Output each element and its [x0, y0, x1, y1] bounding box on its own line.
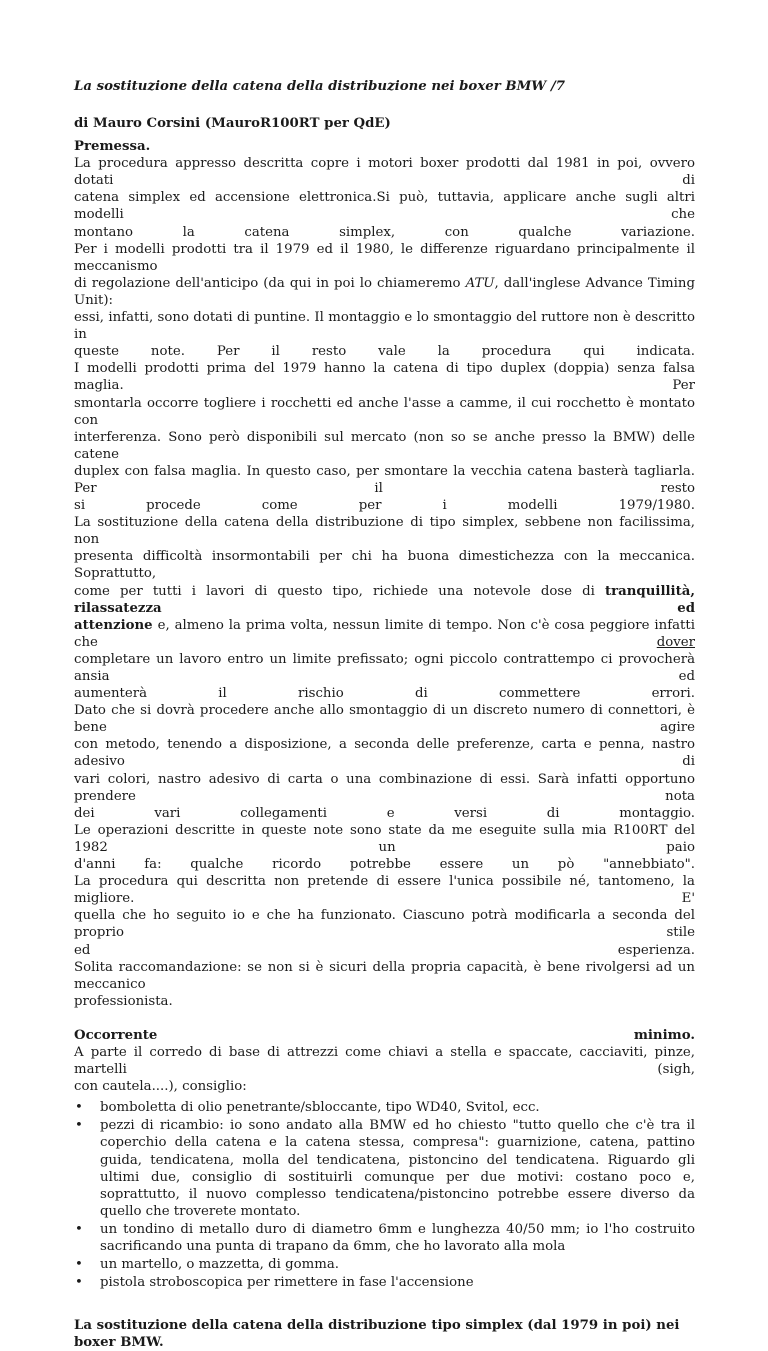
- document-title: La sostituzione della catena della distribuzione nei boxer BMW /7: [74, 79, 565, 94]
- text-span: come per tutti i lavori di questo tipo, richiede una notevole dose di: [74, 583, 605, 599]
- text-line-atu: [74, 275, 695, 309]
- text-line-attenzione: [74, 617, 695, 651]
- text-line: dei vari collegamenti e versi di montaggio.: [74, 805, 695, 821]
- text-line: con metodo, tenendo a disposizione, a seconda delle preferenze, carta e penna, nastro adesivo di: [74, 737, 695, 770]
- text-line: aumenterà il rischio di commettere errori.: [74, 686, 695, 702]
- text-line: essi, infatti, sono dotati di puntine. Il montaggio e lo smontaggio del ruttore non è descritto in: [74, 310, 695, 343]
- text-line: Per i modelli prodotti tra il 1979 ed il 1980, le differenze riguardano principalmente il meccanismo: [74, 241, 695, 274]
- text-line: quella che ho seguito io e che ha funzionato. Ciascuno potrà modificarla a seconda del proprio stile: [74, 908, 695, 941]
- occorrente-left: Occorrente: [74, 1027, 158, 1043]
- list-item: • bomboletta di olio penetrante/sbloccante, tipo WD40, Svitol, ecc.: [100, 1099, 695, 1116]
- text-line: d'anni fa: qualche ricordo potrebbe essere un pò "annebbiato".: [74, 857, 695, 873]
- text-line: smontarla occorre togliere i rocchetti ed anche l'asse a camme, il cui rocchetto è montato con: [74, 395, 695, 428]
- list-item: • pistola stroboscopica per rimettere in fase l'accensione: [100, 1274, 695, 1291]
- text-line: duplex con falsa maglia. In questo caso, per smontare la vecchia catena basterà tagliarla. Per il resto: [74, 463, 695, 496]
- atu-italic: ATU: [465, 275, 495, 291]
- document-page: [74, 78, 695, 1351]
- text-line: La procedura appresso descritta copre i motori boxer prodotti dal 1981 in poi, ovvero dotati di: [74, 156, 695, 189]
- text-line: queste note. Per il resto vale la procedura qui indicata.: [74, 344, 695, 360]
- occorrente-heading: [74, 1027, 695, 1044]
- underlined-word: dover: [656, 634, 695, 650]
- text-line-bold: [74, 583, 695, 617]
- requirements-list: [74, 1099, 695, 1291]
- text-line: interferenza. Sono però disponibili sul mercato (non so se anche presso la BMW) delle catene: [74, 429, 695, 462]
- text-span: , dall'inglese Advance Timing Unit):: [74, 275, 695, 308]
- text-line: presenta difficoltà insormontabili per chi ha buona dimestichezza con la meccanica. Soprattutto,: [74, 549, 695, 582]
- text-line: catena simplex ed accensione elettronica.Si può, tuttavia, applicare anche sugli altri modelli che: [74, 190, 695, 223]
- text-line: montano la catena simplex, con qualche variazione.: [74, 224, 695, 240]
- text-line: ed esperienza.: [74, 942, 695, 958]
- occorrente-right: minimo.: [633, 1027, 695, 1043]
- text-line: La procedura qui descritta non pretende di essere l'unica possibile né, tantomeno, la migliore. E': [74, 874, 695, 907]
- premessa-heading: Premessa.: [74, 139, 151, 155]
- bold-emphasis: tranquillità, rilassatezza ed: [74, 583, 695, 616]
- paragraph-gap: [74, 1010, 695, 1027]
- text-span: e, almeno la prima volta, nessun limite di tempo. Non c'è cosa peggiore infatti che: [74, 617, 695, 650]
- text-line: I modelli prodotti prima del 1979 hanno la catena di tipo duplex (doppia) senza falsa maglia. Per: [74, 361, 695, 394]
- text-line: Solita raccomandazione: se non si è sicuri della propria capacità, è bene rivolgersi ad un meccanico: [74, 959, 695, 992]
- bold-emphasis: attenzione: [74, 617, 153, 633]
- author-line: di Mauro Corsini (MauroR100RT per QdE): [74, 116, 391, 131]
- text-line: professionista.: [74, 993, 173, 1009]
- list-item: • un tondino di metallo duro di diametro 6mm e lunghezza 40/50 mm; io l'ho costruito sacrificando una punta di trapano da 6mm, che ho lavorato alla mola: [100, 1221, 695, 1255]
- text-line: completare un lavoro entro un limite prefissato; ogni piccolo contrattempo ci provocherà ansia ed: [74, 651, 695, 684]
- text-line: A parte il corredo di base di attrezzi come chiavi a stella e spaccate, cacciaviti, pinze, martelli (sigh,: [74, 1044, 695, 1078]
- text-line: si procede come per i modelli 1979/1980.: [74, 498, 695, 514]
- final-heading: La sostituzione della catena della distribuzione tipo simplex (dal 1979 in poi) nei boxer BMW.: [74, 1318, 680, 1351]
- list-item: • pezzi di ricambio: io sono andato alla BMW ed ho chiesto "tutto quello che c'è tra il coperchio della catena e la catena stessa, compresa": guarnizione, catena, pattino guida, tendicatena, molla del tendicatena, pistoncino del tendicatena. Riguardo gli ultimi due, consiglio di sostituirli comunque per due motivi: costano poco e, soprattutto, il nuovo complesso tendicatena/pistoncino potrebbe essere diverso da quello che troverete montato.: [100, 1117, 695, 1220]
- text-line: vari colori, nastro adesivo di carta o una combinazione di essi. Sarà infatti opportuno prendere nota: [74, 771, 695, 804]
- text-line: La sostituzione della catena della distribuzione di tipo simplex, sebbene non facilissima, non: [74, 515, 695, 548]
- text-span: di regolazione dell'anticipo (da qui in poi lo chiameremo: [74, 275, 466, 291]
- list-item: • un martello, o mazzetta, di gomma.: [100, 1256, 695, 1273]
- text-line: Le operazioni descritte in queste note sono state da me eseguite sulla mia R100RT del 1982 un paio: [74, 822, 695, 855]
- text-line: con cautela....), consiglio:: [74, 1079, 247, 1095]
- text-line: Dato che si dovrà procedere anche allo smontaggio di un discreto numero di connettori, è bene agire: [74, 703, 695, 736]
